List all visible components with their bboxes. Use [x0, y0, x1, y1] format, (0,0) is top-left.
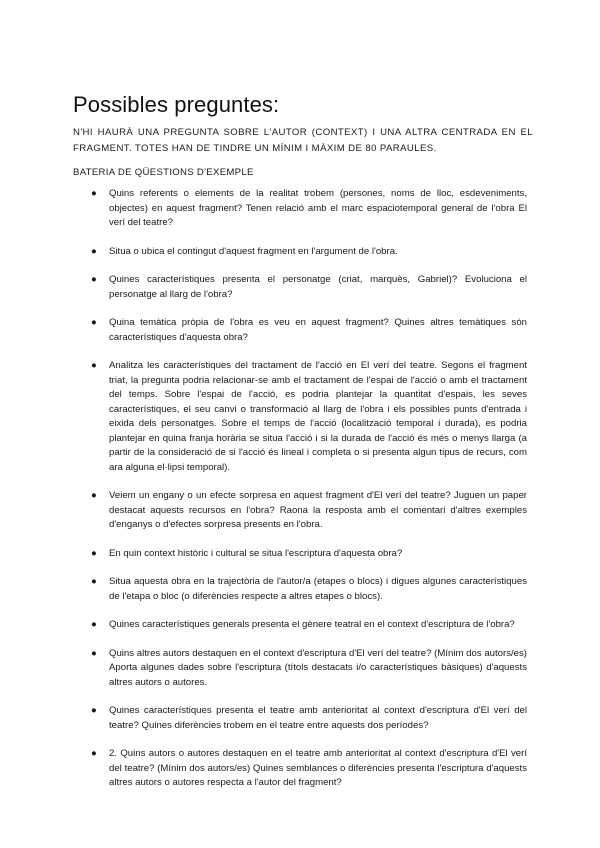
list-item: [91, 747, 527, 791]
bullet-icon: ●: [91, 576, 97, 587]
bullet-icon: ●: [91, 360, 97, 371]
question-text: Quines característiques presenta el personatge (criat, marquès, Gabriel)? Evoluciona el personatge al llarg de l'obra?: [109, 274, 527, 300]
list-item: [91, 187, 527, 231]
section-subheading: BATERIA DE QÜESTIONS D'EXEMPLE: [73, 167, 254, 178]
list-item: [91, 647, 527, 691]
question-text: En quin context històric i cultural se situa l'escriptura d'aquesta obra?: [109, 547, 403, 559]
question-text: 2. Quins autors o autores destaquen en el teatre amb anterioritat al context d'escriptura d'El verí del teatre? (Mínim dos autors/es) Quines semblances o diferències presenta l'escriptura d'aquests altres autors o autores respecta a l'autor del fragment?: [109, 748, 527, 788]
question-text: Situa aquesta obra en la trajectòria de l'autor/a (etapes o blocs) i digues algunes característiques de l'etapa o bloc (o diferències respecte a altres etapes o blocs).: [109, 576, 527, 602]
list-item: [91, 618, 527, 633]
list-item: [91, 245, 527, 260]
list-item: [91, 704, 527, 733]
question-text: Veiem un engany o un efecte sorpresa en aquest fragment d'El verí del teatre? Juguen un paper destacat aquests recursos en l'obra? Raona la resposta amb el comentari d'altres exemples d'enganys o d'efectes sorpresa presents en l'obra.: [109, 490, 527, 530]
bullet-icon: ●: [91, 317, 97, 328]
list-item: [91, 273, 527, 302]
question-text: Quins altres autors destaquen en el context d'escriptura d'El verí del teatre? (Mínim dos autors/es) Aporta algunes dades sobre l'escriptura (títols destacats i/o característiques bàsiques) d'aquests altres autors o autores.: [109, 647, 527, 688]
question-text: Quines característiques presenta el teatre amb anterioritat al context d'escriptura d'El verí del teatre? Quines diferències trobem en el teatre entre aquests dos períodes?: [109, 705, 527, 731]
list-item: [91, 489, 527, 533]
list-item: [91, 359, 527, 475]
list-item: [91, 316, 527, 345]
list-item: [91, 547, 527, 562]
page-title: Possibles preguntes:: [73, 92, 280, 117]
question-text: Quines característiques generals presenta el gènere teatral en el context d'escriptura de l'obra?: [109, 619, 515, 630]
bullet-icon: ●: [91, 619, 97, 630]
bullet-icon: ●: [91, 490, 97, 501]
question-text: Situa o ubica el contingut d'aquest fragment en l'argument de l'obra.: [109, 245, 398, 257]
intro-paragraph: N'HI HAURÀ UNA PREGUNTA SOBRE L'AUTOR (CONTEXT) I UNA ALTRA CENTRADA EN EL FRAGMENT. TOTES HAN DE TINDRE UN MÍNIM I MÀXIM DE 80 PARAULES.: [73, 127, 533, 154]
bullet-icon: ●: [91, 547, 97, 559]
question-text: Quina temàtica pròpia de l'obra es veu en aquest fragment? Quines altres temàtiques són característiques d'aquesta obra?: [109, 317, 527, 343]
bullet-icon: ●: [91, 274, 97, 285]
bullet-icon: ●: [91, 245, 97, 257]
question-text: Quins referents o elements de la realitat trobem (persones, noms de lloc, esdeveniments, objectes) en aquest fragment? Tenen relació amb el marc espaciotemporal general de l'obra El verí del teatre?: [109, 188, 527, 228]
list-item: [91, 575, 527, 604]
bullet-icon: ●: [91, 748, 97, 759]
bullet-icon: ●: [91, 188, 97, 199]
questions-list: [91, 187, 527, 805]
bullet-icon: ●: [91, 705, 97, 716]
question-text: Analitza les característiques del tractament de l'acció en El verí del teatre. Segons el fragment triat, la pregunta podria relacionar-se amb el tractament de l'espai de l'acció o amb el tractament del temps. Sobre l'espai de l'acció, es podria plantejar la quantitat d'espais, les seves característiques, el seu canvi o transformació al llarg de l'obra i els possibles punts d'entrada i eixida dels personatges. Sobre el temps de l'acció (localització temporal i durada), es podria plantejar en quina franja horària se situa l'acció i si la durada de l'acció és més o menys llarga (a partir de la consideració de si l'acció és lineal i completa o si presenta algun tipus de recurs, com ara alguna el·lipsi temporal).: [109, 360, 527, 473]
bullet-icon: ●: [91, 647, 97, 659]
